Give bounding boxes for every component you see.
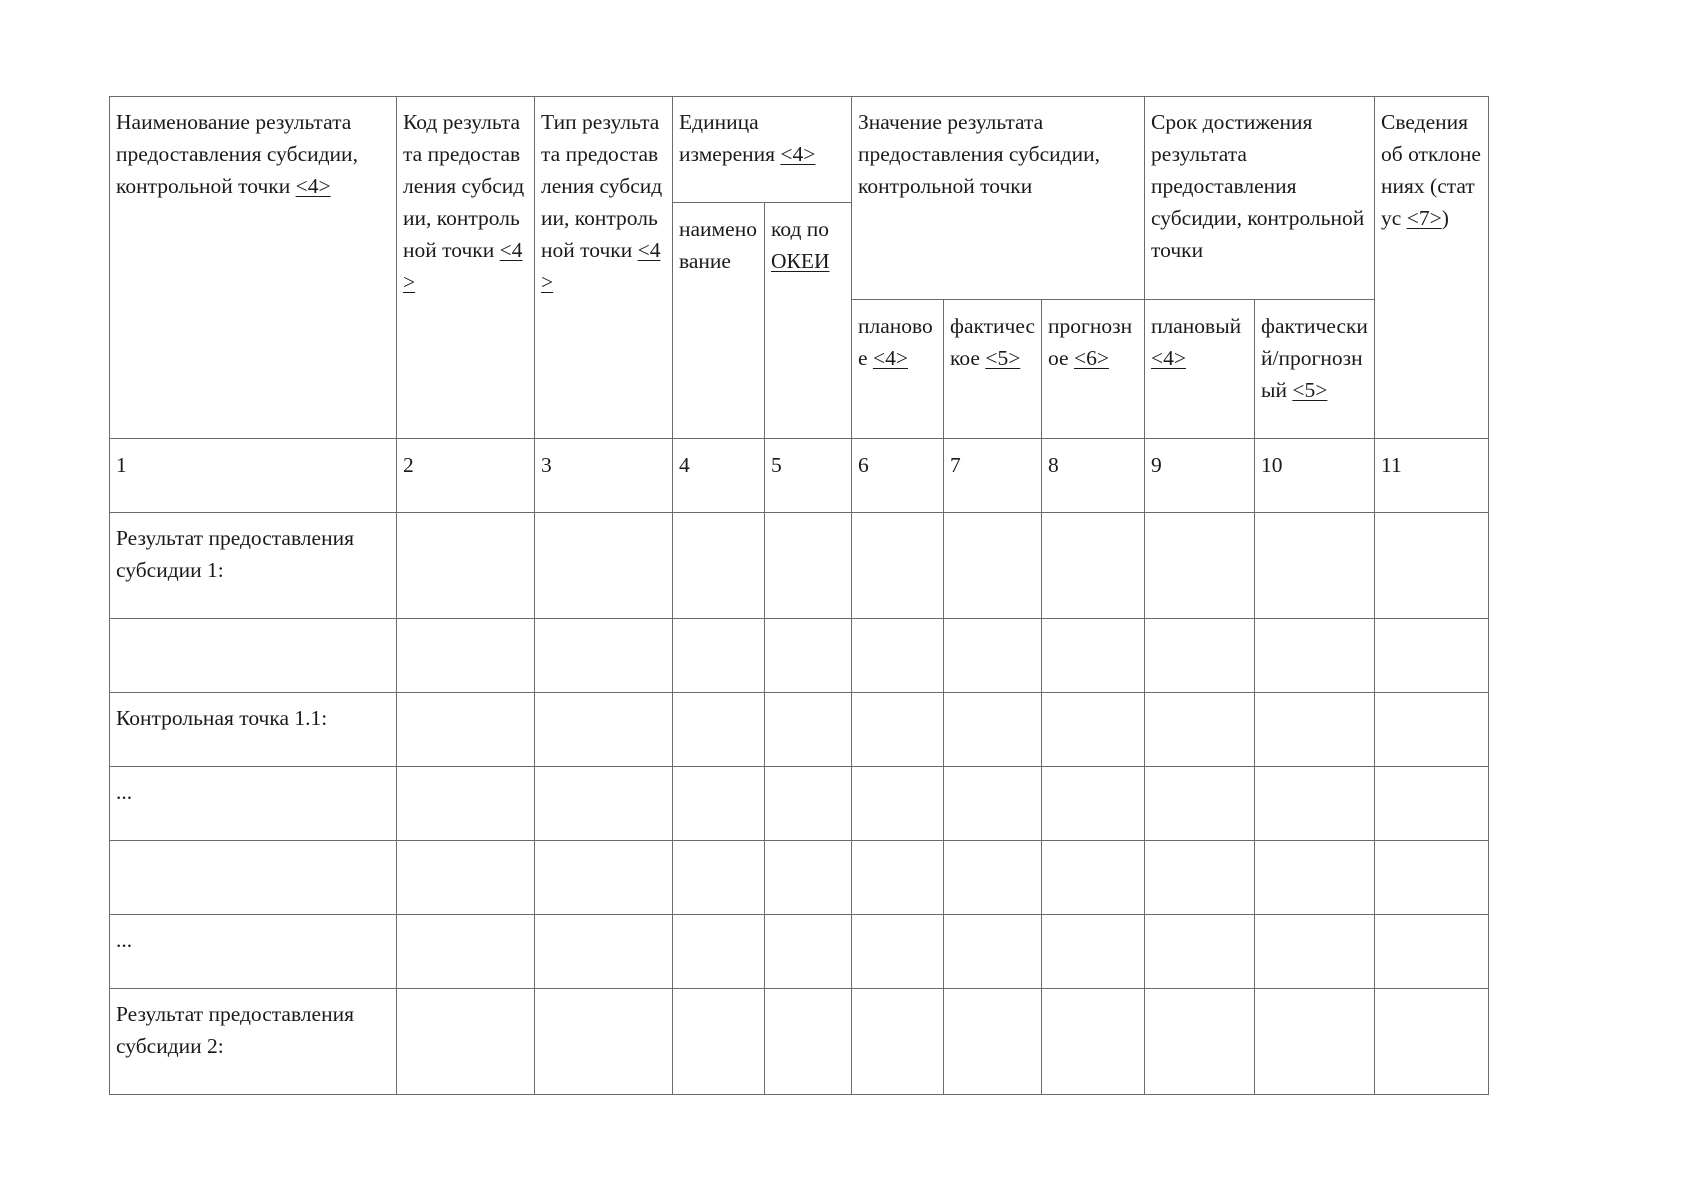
data-cell[interactable]: [673, 693, 765, 767]
data-cell[interactable]: [765, 619, 852, 693]
data-cell[interactable]: [535, 915, 673, 989]
data-cell[interactable]: [944, 841, 1042, 915]
column-number: 2: [397, 439, 535, 513]
data-cell[interactable]: [1042, 915, 1145, 989]
data-cell[interactable]: [852, 915, 944, 989]
data-cell[interactable]: [1042, 693, 1145, 767]
data-cell[interactable]: [1145, 619, 1255, 693]
data-cell[interactable]: [1042, 513, 1145, 619]
column-number: 1: [110, 439, 397, 513]
data-cell[interactable]: [673, 989, 765, 1095]
subsidy-results-table: [109, 96, 1489, 1095]
data-cell[interactable]: [1145, 767, 1255, 841]
data-cell[interactable]: [1145, 989, 1255, 1095]
data-cell[interactable]: [673, 767, 765, 841]
footnote-ref-6[interactable]: <6>: [1073, 346, 1109, 370]
column-number: 10: [1255, 439, 1375, 513]
data-cell[interactable]: [852, 619, 944, 693]
data-cell[interactable]: [1145, 841, 1255, 915]
data-cell[interactable]: [852, 989, 944, 1095]
data-cell[interactable]: [1145, 693, 1255, 767]
header-cell-value-fact: фактическое <5>: [944, 300, 1042, 439]
data-cell[interactable]: [397, 767, 535, 841]
row-name-cell: ...: [110, 915, 397, 989]
header-cell-deviation: Сведения об отклонениях (статус <7>): [1375, 97, 1489, 439]
data-cell[interactable]: [765, 513, 852, 619]
column-number: 5: [765, 439, 852, 513]
row-name-cell: Результат предоставления субсидии 1:: [110, 513, 397, 619]
data-cell[interactable]: [673, 841, 765, 915]
header-cell-unit-code: код по ОКЕИ: [765, 203, 852, 439]
data-cell[interactable]: [1375, 693, 1489, 767]
data-cell[interactable]: [535, 767, 673, 841]
data-cell[interactable]: [397, 841, 535, 915]
row-name-cell: Контрольная точка 1.1:: [110, 693, 397, 767]
data-cell[interactable]: [397, 989, 535, 1095]
data-cell[interactable]: [944, 989, 1042, 1095]
data-cell[interactable]: [765, 915, 852, 989]
row-name-cell: Результат предоставления субсидии 2:: [110, 989, 397, 1095]
data-cell[interactable]: [1375, 989, 1489, 1095]
data-cell[interactable]: [1042, 619, 1145, 693]
data-cell[interactable]: [1375, 915, 1489, 989]
column-number-row: [110, 439, 1489, 513]
data-cell[interactable]: [1255, 513, 1375, 619]
column-number: 11: [1375, 439, 1489, 513]
data-cell[interactable]: [535, 989, 673, 1095]
footnote-ref-7[interactable]: <7>: [1406, 206, 1442, 230]
data-cell[interactable]: [1042, 989, 1145, 1095]
header-cell-term-fact: фактический/прогнозный <5>: [1255, 300, 1375, 439]
table-row: [110, 915, 1489, 989]
data-cell[interactable]: [1255, 841, 1375, 915]
table-row: [110, 513, 1489, 619]
data-cell[interactable]: [535, 513, 673, 619]
data-cell[interactable]: [765, 841, 852, 915]
footnote-ref-4[interactable]: <4>: [295, 174, 331, 198]
data-cell[interactable]: [1042, 767, 1145, 841]
data-cell[interactable]: [1255, 915, 1375, 989]
data-cell[interactable]: [1255, 767, 1375, 841]
header-cell-term: Срок достижения результата предоставления субсидии, контрольной точки: [1145, 97, 1375, 300]
data-cell[interactable]: [1375, 619, 1489, 693]
header-cell-unit: Единица измерения <4>: [673, 97, 852, 203]
header-cell-code: Код результата предоставления субсидии, контрольной точки <4>: [397, 97, 535, 439]
data-cell[interactable]: [397, 693, 535, 767]
data-cell[interactable]: [535, 619, 673, 693]
table-row: [110, 841, 1489, 915]
data-cell[interactable]: [1255, 619, 1375, 693]
data-cell[interactable]: [944, 693, 1042, 767]
data-cell[interactable]: [852, 841, 944, 915]
data-cell[interactable]: [765, 989, 852, 1095]
table-row: [110, 989, 1489, 1095]
header-cell-name: Наименование результата предоставления субсидии, контрольной точки <4>: [110, 97, 397, 439]
column-number: 9: [1145, 439, 1255, 513]
data-cell[interactable]: [765, 767, 852, 841]
header-cell-value-forecast: прогнозное <6>: [1042, 300, 1145, 439]
footnote-ref-5[interactable]: <5>: [1292, 378, 1328, 402]
data-cell[interactable]: [535, 693, 673, 767]
data-cell[interactable]: [397, 915, 535, 989]
data-cell[interactable]: [1145, 915, 1255, 989]
data-cell[interactable]: [1145, 513, 1255, 619]
okei-link[interactable]: ОКЕИ: [771, 249, 830, 273]
footnote-ref-4[interactable]: <4>: [780, 142, 816, 166]
header-cell-type: Тип результата предоставления субсидии, контрольной точки <4>: [535, 97, 673, 439]
footnote-ref-4[interactable]: <4>: [403, 238, 523, 294]
data-cell[interactable]: [1375, 767, 1489, 841]
data-cell[interactable]: [765, 693, 852, 767]
column-number: 7: [944, 439, 1042, 513]
column-number: 4: [673, 439, 765, 513]
footnote-ref-4[interactable]: <4>: [541, 238, 661, 294]
header-row-1: [110, 97, 1489, 203]
data-cell[interactable]: [1255, 989, 1375, 1095]
data-cell[interactable]: [397, 513, 535, 619]
data-cell[interactable]: [397, 619, 535, 693]
column-number: 6: [852, 439, 944, 513]
data-cell[interactable]: [673, 619, 765, 693]
data-cell[interactable]: [1042, 841, 1145, 915]
column-number: 3: [535, 439, 673, 513]
row-name-cell: [110, 619, 397, 693]
data-cell[interactable]: [944, 513, 1042, 619]
table-row: [110, 767, 1489, 841]
data-cell[interactable]: [1375, 513, 1489, 619]
footnote-ref-4[interactable]: <4>: [1151, 346, 1187, 370]
data-cell[interactable]: [852, 693, 944, 767]
header-cell-value-plan: плановое <4>: [852, 300, 944, 439]
data-cell[interactable]: [944, 619, 1042, 693]
data-cell[interactable]: [535, 841, 673, 915]
header-cell-value: Значение результата предоставления субсидии, контрольной точки: [852, 97, 1145, 300]
row-name-cell: [110, 841, 397, 915]
table-row: [110, 693, 1489, 767]
row-name-cell: ...: [110, 767, 397, 841]
data-cell[interactable]: [1375, 841, 1489, 915]
column-number: 8: [1042, 439, 1145, 513]
table-row: [110, 619, 1489, 693]
data-cell[interactable]: [852, 767, 944, 841]
footnote-ref-4[interactable]: <4>: [872, 346, 908, 370]
data-cell[interactable]: [1255, 693, 1375, 767]
data-cell[interactable]: [944, 767, 1042, 841]
data-cell[interactable]: [944, 915, 1042, 989]
footnote-ref-5[interactable]: <5>: [985, 346, 1021, 370]
data-cell[interactable]: [673, 513, 765, 619]
header-cell-term-plan: плановый <4>: [1145, 300, 1255, 439]
data-cell[interactable]: [852, 513, 944, 619]
header-cell-unit-name: наименование: [673, 203, 765, 439]
data-cell[interactable]: [673, 915, 765, 989]
